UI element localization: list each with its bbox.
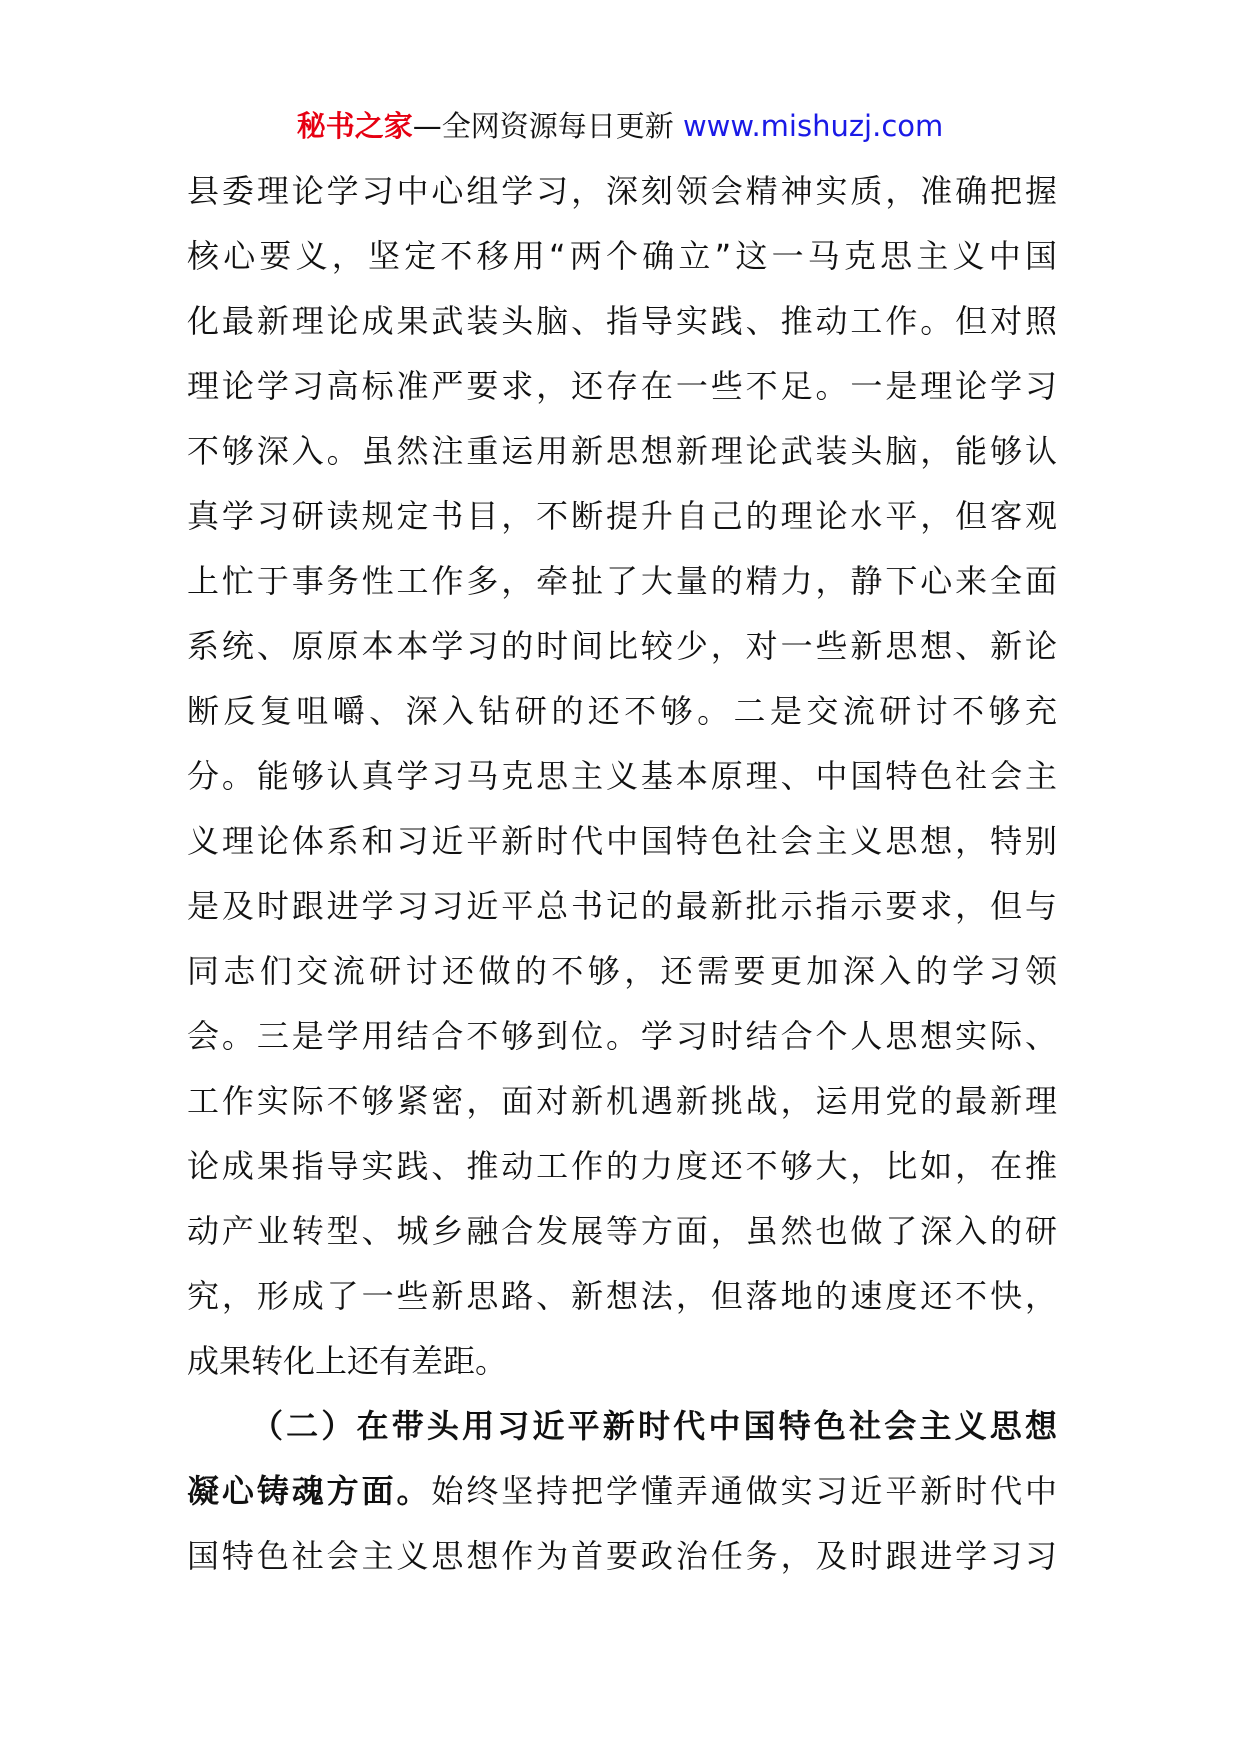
site-brand: 秘书之家 bbox=[296, 109, 413, 143]
paragraph-line: 成果转化上还有差距。 bbox=[187, 1342, 508, 1380]
paragraph-line: 国特色社会主义思想作为首要政治任务，及时跟进学习习 bbox=[187, 1537, 1057, 1575]
paragraph-line: 真学习研读规定书目，不断提升自己的理论水平，但客观 bbox=[187, 497, 1057, 535]
paragraph-line: 义理论体系和习近平新时代中国特色社会主义思想，特别 bbox=[187, 822, 1057, 860]
paragraph-line: 理论学习高标准严要求，还存在一些不足。一是理论学习 bbox=[187, 367, 1057, 405]
paragraph-line: 核心要义，坚定不移用“两个确立”这一马克思主义中国 bbox=[187, 237, 1057, 275]
paragraph-line: 同志们交流研讨还做的不够，还需要更加深入的学习领 bbox=[187, 952, 1057, 990]
paragraph-line: 化最新理论成果武装头脑、指导实践、推动工作。但对照 bbox=[187, 302, 1057, 340]
section-heading-continuation bbox=[187, 1459, 1057, 1524]
paragraph-line: 县委理论学习中心组学习，深刻领会精神实质，准确把握 bbox=[187, 172, 1057, 210]
paragraph-line: 断反复咀嚼、深入钻研的还不够。二是交流研讨不够充 bbox=[187, 692, 1057, 730]
paragraph-line: 究，形成了一些新思路、新想法，但落地的速度还不快， bbox=[187, 1277, 1057, 1315]
section-heading: （二）在带头用习近平新时代中国特色社会主义思想 bbox=[251, 1407, 1057, 1445]
paragraph-line: 系统、原原本本学习的时间比较少，对一些新思想、新论 bbox=[187, 627, 1057, 665]
paragraph-line: 上忙于事务性工作多，牵扯了大量的精力，静下心来全面 bbox=[187, 562, 1057, 600]
paragraph-line: 是及时跟进学习习近平总书记的最新批示指示要求，但与 bbox=[187, 887, 1057, 925]
document-body bbox=[187, 159, 1057, 1589]
paragraph-line: 会。三是学用结合不够到位。学习时结合个人思想实际、 bbox=[187, 1017, 1057, 1055]
paragraph-line: 工作实际不够紧密，面对新机遇新挑战，运用党的最新理 bbox=[187, 1082, 1057, 1120]
paragraph-line: 不够深入。虽然注重运用新思想新理论武装头脑，能够认 bbox=[187, 432, 1057, 470]
paragraph-line: 分。能够认真学习马克思主义基本原理、中国特色社会主 bbox=[187, 757, 1057, 795]
watermark-header bbox=[0, 104, 1240, 148]
paragraph-text: 始终坚持把学懂弄通做实习近平新时代中 bbox=[431, 1472, 1057, 1510]
paragraph-line: 动产业转型、城乡融合发展等方面，虽然也做了深入的研 bbox=[187, 1212, 1057, 1250]
site-url[interactable]: www.mishuzj.com bbox=[682, 109, 944, 143]
section-heading-tail: 凝心铸魂方面。 bbox=[187, 1472, 432, 1510]
site-tagline: —全网资源每日更新 bbox=[412, 109, 683, 143]
paragraph-line: 论成果指导实践、推动工作的力度还不够大，比如，在推 bbox=[187, 1147, 1057, 1185]
